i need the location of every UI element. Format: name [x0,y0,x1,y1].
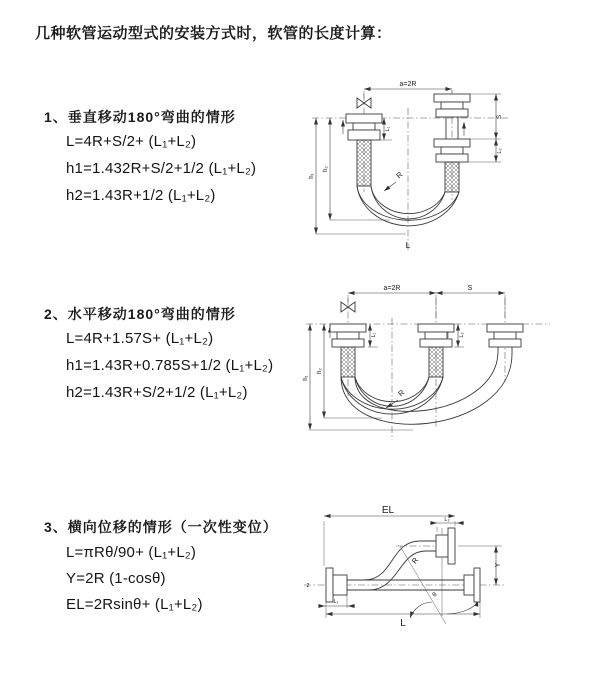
section-2-formula-h1: h1=1.43R+0.785S+1/2 (L₁+L₂) [66,357,274,374]
d2-label-l2: L₂ [459,332,465,338]
d1-label-l: L [405,240,411,250]
page-title: 几种软管运动型式的安装方式时，软管的长度计算： [35,25,392,42]
d3-label-l: L [400,618,406,629]
d2-label-s: S [467,285,473,292]
d3-label-r: R [409,555,421,566]
d3-label-l2: L₂ [444,517,450,523]
d1-label-l1: L₁ [385,126,391,132]
d1-label-s: S [496,114,503,120]
d2-label-l1: L₁ [371,332,377,338]
d1-label-l2: L₂ [497,148,503,154]
middle-flange [418,324,454,377]
diagram-vertical-180-bend [300,74,590,260]
section-2-formula-h2: h2=1.43R+S/2+1/2 (L₁+L₂) [66,384,248,401]
right-flange [464,568,480,602]
section-3-formula-L: L=πRθ/90+ (L₁+L₂) [66,544,197,561]
d1-label-span: a=2R [399,81,417,88]
section-3-formula-Y: Y=2R (1-cosθ) [66,570,166,587]
upper-flange [436,528,455,564]
left-flange [346,114,382,186]
d3-label-l1: L₁ [333,599,339,605]
section-1-formula-h2: h2=1.43R+1/2 (L₁+L₂) [66,187,216,204]
hose-curves [341,352,512,424]
section-2-formula-L: L=4R+1.57S+ (L₁+L₂) [66,330,214,347]
right-flange [487,324,523,352]
d2-label-h2: h₂ [317,368,323,374]
left-flange [330,324,366,377]
dimension-lines [318,516,496,614]
radius-leader [384,182,396,191]
section-1-formula-L: L=4R+S/2+ (L₁+L₂) [66,133,197,150]
d1-label-h2: h₂ [323,166,329,172]
section-2-heading: 2、水平移动180°弯曲的情形 [44,306,236,322]
extension-lines [316,91,501,234]
section-3-heading: 3、横向位移的情形（一次性变位） [44,519,278,535]
d2-label-h1: h₁ [303,375,309,381]
d3-label-axis-mark: z [306,583,310,589]
section-3-formula-EL: EL=2Rsinθ+ (L₁+L₂) [66,596,203,613]
dimension-lines [310,293,505,430]
d2-label-r: R [396,387,407,399]
diagram-lateral-displacement [296,496,600,660]
left-flange [326,568,347,602]
extension-lines [310,295,505,430]
d3-label-el: EL [381,505,395,516]
d1-label-h1: h₁ [309,173,315,179]
diagram-horizontal-180-bend [298,278,588,470]
dimension-lines [316,89,496,234]
d3-label-y: Y [495,562,502,568]
d1-label-r: R [394,169,405,181]
d2-label-span: a=2R [383,285,401,292]
right-flange [434,94,470,192]
section-1-heading: 1、垂直移动180°弯曲的情形 [44,109,236,125]
d3-label-theta: θ [431,591,439,599]
hose-displaced-position [347,541,436,590]
section-1-formula-h1: h1=1.432R+S/2+1/2 (L₁+L₂) [66,160,257,177]
